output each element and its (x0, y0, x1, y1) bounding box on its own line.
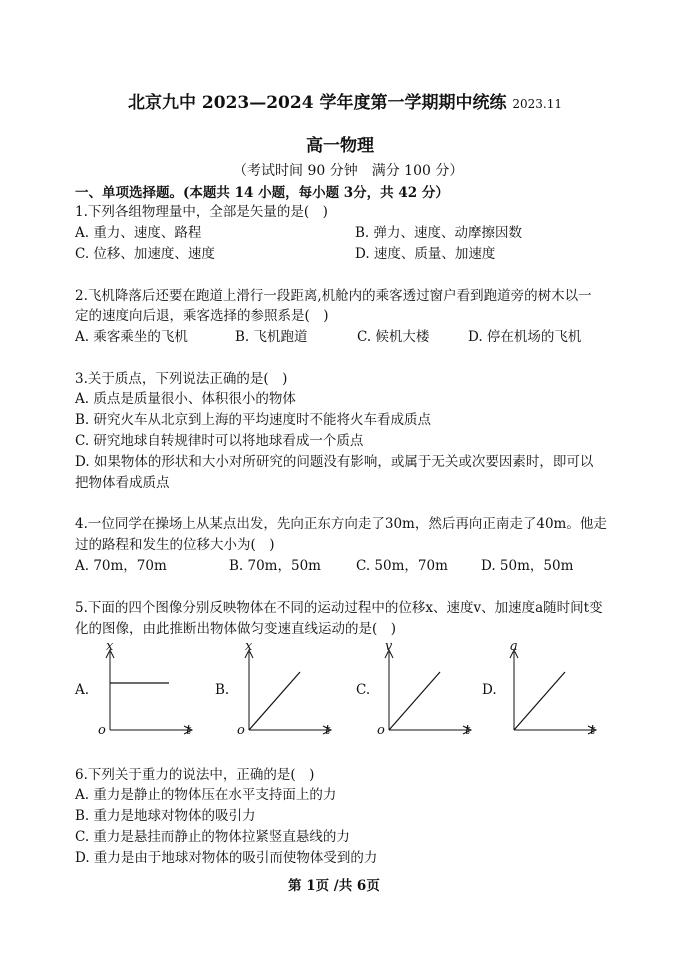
question-1-option-a: A. 重力、速度、路程 (75, 225, 202, 241)
question-5-option-d: D. (482, 682, 497, 698)
graph-a (96, 640, 196, 740)
question-1-stem: 1.下列各组物理量中，全部是矢量的是( ) (75, 204, 328, 220)
question-5-option-a: A. (75, 682, 90, 698)
subject-title: 高一物理 (306, 136, 374, 156)
question-1-option-d: D. 速度、质量、加速度 (355, 246, 496, 262)
question-5-option-c: C. (356, 682, 371, 698)
question-3-option-c: C. 研究地球自转规律时可以将地球看成一个质点 (75, 433, 364, 449)
question-2-stem-line-2: 定的速度向后退，乘客选择的参照系是( ) (75, 308, 329, 324)
question-3-option-d: D. 如果物体的形状和大小对所研究的问题没有影响，或属于无关或次要因素时，即可以 (75, 454, 594, 470)
graph-c-y-label: v (385, 640, 393, 654)
graph-a-axes (106, 650, 192, 734)
question-4-stem-line-2: 过的路程和发生的位移大小为( ) (75, 537, 275, 553)
graph-a-x-label: t (186, 723, 192, 738)
graph-c-origin: o (377, 723, 385, 738)
section-heading: 一、单项选择题。(本题共 14 小题，每小题 3分，共 42 分） (75, 185, 449, 201)
question-2-option-d: D. 停在机场的飞机 (468, 329, 582, 345)
graph-b-axes (245, 650, 331, 734)
graph-d-line (514, 672, 565, 730)
question-2-option-a: A. 乘客乘坐的飞机 (75, 329, 188, 345)
question-2-stem-line-1: 2.飞机降落后还要在跑道上滑行一段距离,机舱内的乘客透过窗户看到跑道旁的树木以一 (75, 288, 592, 304)
question-5-stem-line-2: 化的图像，由此推断出物体做匀变速直线运动的是( ) (75, 621, 397, 637)
graph-b (235, 640, 335, 740)
graph-c (375, 640, 475, 740)
question-4-stem-line-1: 4.一位同学在操场上从某点出发，先向正东方向走了30m，然后再向正南走了40m。他走 (75, 516, 607, 532)
graph-a-origin: o (98, 723, 106, 738)
graph-d-axes (510, 650, 596, 734)
question-4-option-d: D. 50m，50m (481, 558, 574, 574)
question-6-option-b: B. 重力是地球对物体的吸引力 (75, 808, 256, 824)
question-2-option-c: C. 候机大楼 (357, 329, 430, 345)
graph-b-line (249, 672, 300, 730)
graph-b-y-label: x (245, 640, 253, 654)
question-6-option-a: A. 重力是静止的物体压在水平支持面上的力 (75, 787, 337, 803)
page-number: 第 1页 /共 6页 (288, 878, 380, 894)
question-1-option-b: B. 弹力、速度、动摩擦因数 (355, 225, 523, 241)
graph-c-line (389, 672, 440, 730)
question-1-option-c: C. 位移、加速度、速度 (75, 246, 215, 262)
exam-title-text: 北京九中 2023—2024 学年度第一学期期中统练 (128, 93, 507, 113)
graph-c-axes (385, 650, 471, 734)
graph-a-y-label: x (106, 640, 114, 654)
graph-d-x-label: t (590, 723, 596, 738)
question-5-option-b: B. (215, 682, 230, 698)
exam-title (128, 88, 562, 113)
question-4-option-b: B. 70m，50m (229, 558, 321, 574)
question-2-option-b: B. 飞机跑道 (235, 329, 308, 345)
question-5-stem-line-1: 5.下面的四个图像分别反映物体在不同的运动过程中的位移x、速度v、加速度a随时间t变 (75, 600, 603, 616)
graph-c-x-label: t (465, 723, 471, 738)
exam-info: （考试时间 90 分钟 满分 100 分） (233, 163, 464, 179)
exam-date: 2023.11 (512, 97, 563, 111)
question-4-option-c: C. 50m，70m (356, 558, 448, 574)
question-6-stem: 6.下列关于重力的说法中，正确的是( ) (75, 767, 315, 783)
graph-d-y-label: a (510, 640, 518, 654)
question-3-option-a: A. 质点是质量很小、体积很小的物体 (75, 391, 296, 407)
graph-d (500, 640, 600, 740)
question-3-option-d-cont: 把物体看成质点 (75, 475, 170, 491)
question-3-stem: 3.关于质点，下列说法正确的是( ) (75, 371, 288, 387)
question-3-option-b: B. 研究火车从北京到上海的平均速度时不能将火车看成质点 (75, 412, 432, 428)
question-4-option-a: A. 70m，70m (75, 558, 167, 574)
graph-b-origin: o (237, 723, 245, 738)
graph-b-x-label: t (325, 723, 331, 738)
question-6-option-d: D. 重力是由于地球对物体的吸引而使物体受到的力 (75, 850, 378, 866)
question-6-option-c: C. 重力是悬挂而静止的物体拉紧竖直悬线的力 (75, 829, 350, 845)
